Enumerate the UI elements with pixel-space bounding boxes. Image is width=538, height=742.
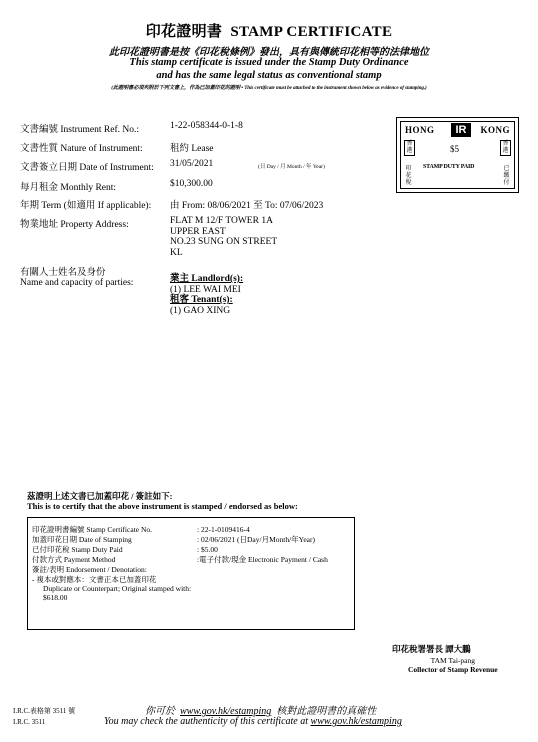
check-line-en	[104, 716, 402, 727]
endorse-line-1: - 複本或對應本：文書正本已加蓋印花	[32, 575, 157, 584]
address-block	[170, 216, 277, 258]
stamp-amount: $5	[450, 144, 459, 154]
stamp-inner-frame	[400, 121, 515, 189]
pm-value: :電子付款/現金 Electronic Payment / Cash	[197, 555, 328, 564]
subtitle-en-1: This stamp certificate is issued under the Stamp Duty Ordinance	[129, 57, 409, 68]
sdp-value: : $5.00	[197, 545, 218, 554]
stamp-bottom-left: 印花稅	[405, 166, 412, 186]
parties-block	[170, 274, 243, 316]
pm-label: 付款方式 Payment Method	[32, 555, 116, 564]
landlord-name: (1) LEE WAI MEI	[170, 284, 241, 295]
parties-label	[20, 268, 133, 288]
tenant-heading: 租客 Tenant(s):	[170, 295, 233, 305]
address-label: 物業地址 Property Address:	[20, 220, 129, 230]
check-zh-pre: 你可於	[145, 706, 175, 717]
stamp-hong: HONG	[405, 125, 435, 135]
address-line: KL	[170, 247, 183, 258]
term-label: 年期 Term (如適用 If applicable):	[20, 201, 152, 211]
parties-label-en: Name and capacity of parties:	[20, 278, 134, 288]
attach-note: (此證明書必須夾附於下列文書上，作為已加蓋印花的證明 • This certificate must be attached to the instrument shown below as evidence of stamping.)	[111, 85, 427, 91]
nature-label: 文書性質 Nature of Instrument:	[20, 144, 143, 154]
stamp-right-vertical: 香港	[500, 140, 511, 156]
estamping-link-zh[interactable]: www.gov.hk/estamping	[180, 706, 272, 717]
certificate-title	[0, 20, 538, 41]
sc-value: : 22-1-0109416-4	[197, 525, 250, 534]
check-en-pre: You may check the authenticity of this certificate at	[104, 716, 309, 727]
stamp-left-vertical: 香港	[404, 140, 415, 156]
stamp-bottom-right: 已繳付	[503, 166, 510, 186]
form-number-en: I.R.C. 3511	[13, 718, 46, 726]
subtitle-zh: 此印花證明書是按《印花稅條例》發出，具有與傳統印花相等的法律地位	[109, 47, 429, 58]
collector-title-en: Collector of Stamp Revenue	[408, 665, 498, 674]
collector-name: TAM Tai-pang	[430, 656, 475, 665]
ref-value: 1-22-058344-0-1-8	[170, 121, 243, 131]
date-label: 文書簽立日期 Date of Instrument:	[20, 163, 154, 173]
nature-value: 租約 Lease	[170, 144, 214, 154]
stamp-duty-seal	[396, 117, 519, 193]
title-en: STAMP CERTIFICATE	[230, 24, 393, 40]
endorse-line-2: Duplicate or Counterpart; Original stamped with:	[43, 584, 192, 593]
tenant-name: (1) GAO XING	[170, 305, 231, 316]
dos-value: : 02/06/2021 (日Day/月Month/年Year)	[197, 535, 315, 544]
landlord-heading: 業主 Landlord(s):	[170, 274, 244, 284]
stamp-duty-paid: STAMP DUTY PAID	[423, 164, 475, 170]
stamp-kong: KONG	[480, 125, 510, 135]
term-value: 由 From: 08/06/2021 至 To: 07/06/2023	[170, 201, 324, 211]
sc-label: 印花證明書編號 Stamp Certificate No.	[32, 525, 152, 534]
rent-label: 每月租金 Monthly Rent:	[20, 183, 117, 193]
address-line: UPPER EAST	[170, 226, 226, 237]
endorse-line-3: $618.00	[43, 593, 68, 602]
certify-line-en: This is to certify that the above instrument is stamped / endorsed as below:	[27, 501, 298, 511]
endorse-label: 簽註/表明 Endorsement / Denotation:	[32, 565, 147, 574]
check-line-zh	[145, 702, 376, 717]
ird-logo-icon: IR	[451, 123, 471, 137]
estamping-link-en[interactable]: www.gov.hk/estamping	[310, 716, 402, 727]
sdp-label: 已付印花稅 Stamp Duty Paid	[32, 545, 123, 554]
certify-line-zh: 茲證明上述文書已加蓋印花 / 簽註如下:	[27, 491, 173, 501]
date-value: 31/05/2021	[170, 159, 214, 169]
collector-signature-block	[408, 656, 498, 674]
title-zh: 印花證明書	[145, 24, 223, 40]
subtitle-en-2: and has the same legal status as conventional stamp	[156, 70, 382, 81]
date-format-note: (日 Day / 月 Month / 年 Year)	[258, 164, 325, 170]
dos-label: 加蓋印花日期 Date of Stamping	[32, 535, 132, 544]
form-number-zh: I.R.C.表格第 3511 號	[13, 707, 76, 715]
collector-title-zh: 印花稅署署長 譚大鵬	[392, 644, 471, 654]
address-line: NO.23 SUNG ON STREET	[170, 237, 278, 247]
stamping-details-box	[27, 517, 355, 630]
check-zh-post: 核對此證明書的真確性	[276, 706, 377, 717]
ref-label: 文書編號 Instrument Ref. No.:	[20, 125, 140, 135]
rent-value: $10,300.00	[170, 179, 213, 189]
address-line: FLAT M 12/F TOWER 1A	[170, 216, 273, 226]
parties-label-zh: 有關人士姓名及身份	[20, 268, 106, 278]
